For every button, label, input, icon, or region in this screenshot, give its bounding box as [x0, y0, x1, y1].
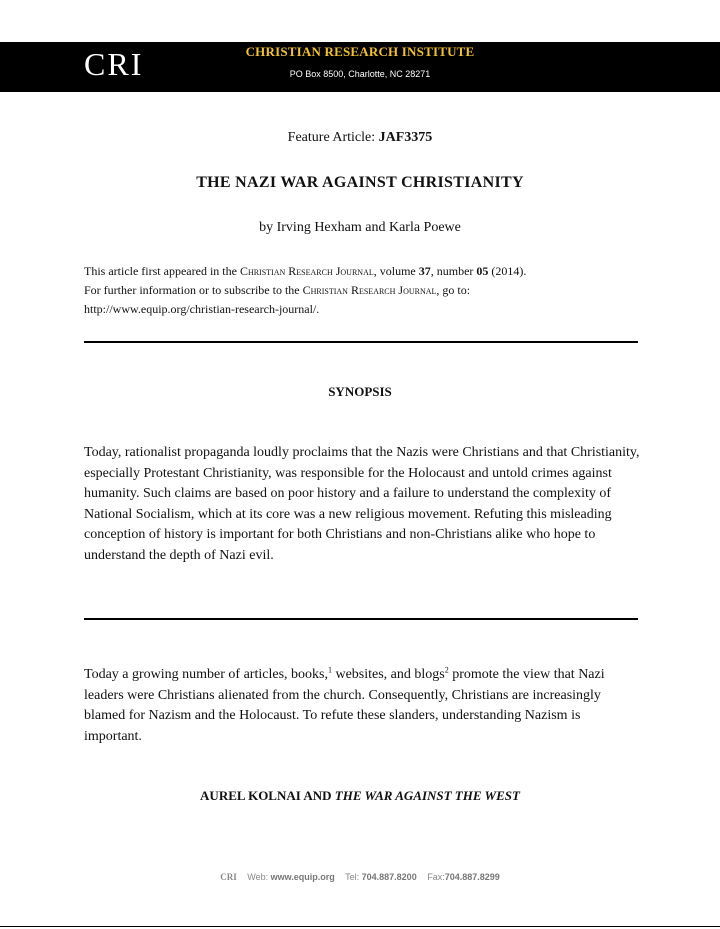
article-byline: by Irving Hexham and Karla Poewe — [259, 220, 461, 235]
organization-name: CHRISTIAN RESEARCH INSTITUTE — [245, 44, 475, 59]
body-text-c: promote the view that Nazi leaders were Christians alienated from the church. Consequently, Christians are increasingly blamed for Nazism and the Holocaust. To refute these slanders, understanding Nazism is important. — [84, 667, 605, 744]
body-text-a: Today a growing number of articles, books, — [84, 667, 328, 682]
issue-number: 05 — [476, 264, 489, 278]
footnote-1[interactable]: 1 — [327, 665, 332, 675]
header-bar — [0, 42, 720, 92]
number-label: , number — [430, 264, 474, 278]
organization-address: PO Box 8500, Charlotte, NC 28271 — [289, 69, 431, 79]
feature-code: JAF3375 — [378, 130, 433, 145]
publication-note — [84, 262, 644, 319]
page-footer — [0, 872, 720, 882]
feature-article-line — [0, 130, 720, 146]
feature-label: Feature Article: — [287, 130, 376, 145]
section-heading — [0, 788, 720, 804]
divider-bottom — [84, 618, 638, 620]
cri-logo: CRI — [84, 46, 144, 82]
note-go-to: , go to: — [436, 283, 471, 297]
section-heading-italic: THE WAR AGAINST THE WEST — [334, 788, 520, 803]
divider-top — [84, 341, 638, 343]
volume-label: , volume — [373, 264, 416, 278]
journal-url[interactable]: http://www.equip.org/christian-research-journal/. — [84, 302, 320, 316]
footer-tel: 704.887.8200 — [361, 872, 417, 882]
footer-cri: CRI — [220, 872, 237, 882]
synopsis-text: Today, rationalist propaganda loudly proclaims that the Nazis were Christians and that Christianity, especially Protestant Christianity, was responsible for the Holocaust and untold crimes against humanity. Such claims are based on poor history and a failure to understand the complexity of National Socialism, which at its core was a new religious movement. Refuting this misleading conception of history is important for both Christians and non-Christians alike who hope to understand the depth of Nazi evil. — [84, 445, 640, 563]
section-heading-plain: AUREL KOLNAI AND — [200, 788, 335, 803]
footer-web-label: Web: — [247, 872, 269, 882]
article-title: THE NAZI WAR AGAINST CHRISTIANITY — [196, 174, 524, 191]
note-further: For further information or to subscribe to the — [84, 283, 300, 297]
footer-fax-label: Fax: — [427, 872, 445, 882]
footer-fax: 704.887.8299 — [444, 872, 500, 882]
footnote-2[interactable]: 2 — [444, 665, 449, 675]
page-bottom-line — [0, 926, 720, 927]
journal-name-2: Christian Research Journal — [302, 283, 437, 297]
footer-tel-label: Tel: — [345, 872, 360, 882]
body-paragraph — [84, 665, 640, 747]
volume-number: 37 — [418, 264, 431, 278]
footer-web[interactable]: www.equip.org — [270, 872, 335, 882]
note-intro: This article first appeared in the — [84, 264, 237, 278]
body-text-b: websites, and blogs — [331, 667, 445, 682]
journal-name: Christian Research Journal — [239, 264, 374, 278]
synopsis-heading: SYNOPSIS — [328, 384, 392, 399]
publication-year: (2014). — [491, 264, 527, 278]
